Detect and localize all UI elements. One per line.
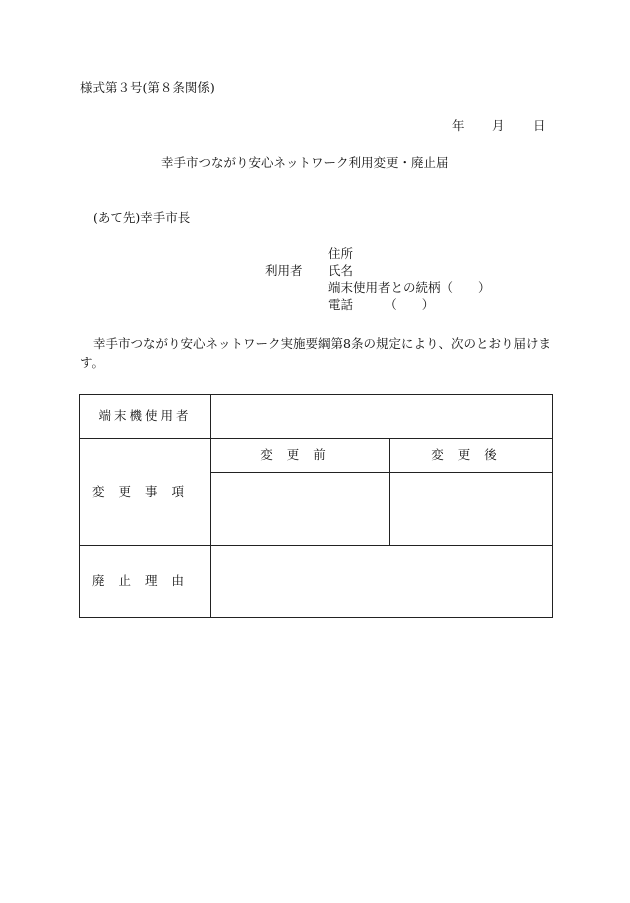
- date-day-label: 日: [533, 118, 546, 133]
- form-table: [79, 394, 553, 618]
- document-title: 幸手市つながり安心ネットワーク利用変更・廃止届: [161, 155, 449, 170]
- date-month-label: 月: [492, 118, 505, 133]
- applicant-label: 利用者: [265, 263, 303, 278]
- before-change-header: 変更前: [211, 439, 390, 473]
- body-text: 幸手市つながり安心ネットワーク実施要綱第8条の規定により、次のとおり届けます。: [80, 336, 551, 370]
- reason-row: [80, 546, 553, 618]
- before-change-field[interactable]: [211, 473, 390, 546]
- form-number: 様式第３号(第８条関係): [80, 80, 215, 95]
- phone-label: 電話 （ ）: [328, 297, 435, 312]
- addressee: (あて先)幸手市長: [93, 210, 191, 225]
- reason-label: 廃止理由: [80, 546, 211, 618]
- change-header-row: [80, 439, 553, 473]
- change-items-label: 変更事項: [80, 439, 211, 546]
- reason-field[interactable]: [211, 546, 553, 618]
- device-user-label: 端末機使用者: [80, 395, 211, 439]
- relationship-label: 端末使用者との続柄（ ）: [328, 280, 491, 295]
- device-user-row: [80, 395, 553, 439]
- after-change-header: 変更後: [390, 439, 553, 473]
- after-change-field[interactable]: [390, 473, 553, 546]
- address-label: 住所: [328, 246, 354, 261]
- device-user-field[interactable]: [211, 395, 553, 439]
- date-year-label: 年: [452, 118, 465, 133]
- name-label: 氏名: [328, 263, 354, 278]
